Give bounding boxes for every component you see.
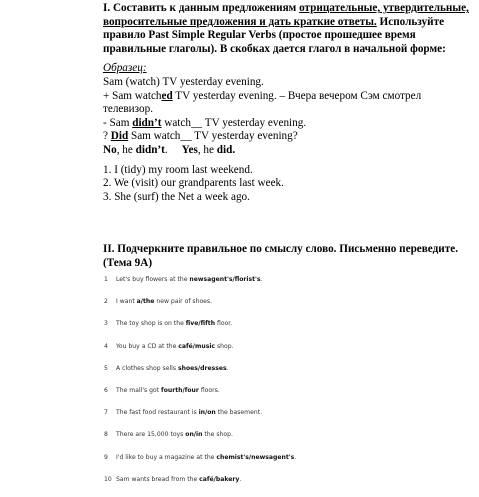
ex3-a: - Sam <box>103 116 133 129</box>
ex4-c: Sam watch__ TV yesterday evening? <box>128 130 298 143</box>
item-text-end: . <box>226 364 229 372</box>
item-text-end: floors. <box>198 386 220 394</box>
item-text: Sam wants bread from the <box>116 475 200 483</box>
ex2-c: TV yesterday evening. – Вчера вечером Сэм смотрел телевизор. <box>103 89 422 116</box>
item-text: A clothes shop sells <box>116 364 178 372</box>
heading-rest: Используйте правило Past Simple Regular Verbs (простое прошедшее время правильные глаголы). В скобках дается глагол в начальной форме: <box>103 15 446 55</box>
ex5-didnt: didn’t <box>135 143 165 156</box>
section-1-heading <box>103 2 473 56</box>
item-text: I want <box>116 298 137 306</box>
item-text-end: new pair of shoes. <box>154 298 213 306</box>
ex5-did: did. <box>216 143 236 156</box>
ex5-b: , he <box>116 143 136 156</box>
section-2 <box>103 243 473 270</box>
section-1 <box>103 2 473 204</box>
item-options: a/the <box>136 298 155 306</box>
task-3: 3. She (surf) the Net a week ago. <box>103 190 250 203</box>
item-text: Let's buy flowers at the <box>116 276 190 283</box>
example-line-2 <box>103 90 473 117</box>
item-text: I'd like to buy a magazine at the <box>116 453 217 461</box>
example-line-4 <box>103 130 473 144</box>
task-1: 1. I (tidy) my room last weekend. <box>103 163 253 176</box>
item-text-end: the shop. <box>202 431 233 439</box>
section-2-heading: II. Подчеркните правильное по смыслу слово. Письменно переведите. (Тема 9А) <box>103 243 458 269</box>
item-options: shoes/dresses <box>177 364 227 372</box>
item-number: 1 <box>104 276 108 283</box>
item-text: The toy shop is on the <box>116 320 186 328</box>
exercise-list <box>104 275 474 497</box>
item-number: 7 <box>104 409 108 417</box>
heading-underlined: отрицательные, утвердительные, вопросительные предложения и дать краткие ответы. <box>103 2 469 28</box>
list-item <box>104 453 474 475</box>
item-number: 2 <box>104 298 108 306</box>
item-options: café/bakery <box>199 475 240 483</box>
item-text: There are 15,000 toys <box>116 431 186 439</box>
item-text-end: the basement. <box>215 409 263 417</box>
list-item <box>104 364 474 386</box>
item-number: 10 <box>104 475 112 483</box>
list-item <box>104 386 474 408</box>
ex4-a: ? <box>103 130 111 143</box>
list-item <box>104 408 474 430</box>
ex5-d: . <box>164 143 182 156</box>
list-item <box>104 297 474 319</box>
ex5-yes: Yes <box>181 143 198 156</box>
ex5-f: , he <box>197 143 217 156</box>
item-text: The mall's got <box>116 386 162 394</box>
item-options: in/on <box>198 409 216 417</box>
item-number: 8 <box>104 431 108 439</box>
item-text-end: . <box>239 475 242 483</box>
ex5-no: No <box>103 143 117 156</box>
item-text-end: floor. <box>215 320 233 328</box>
item-number: 5 <box>104 364 108 372</box>
item-text-end: shop. <box>215 342 234 350</box>
ex2-a: + Sam watch <box>103 89 162 102</box>
ex3-c: watch__ TV yesterday evening. <box>161 116 307 129</box>
example-line-1: Sam (watch) TV yesterday evening. <box>103 75 264 88</box>
example-line-5 <box>103 144 473 158</box>
item-number: 3 <box>104 320 108 328</box>
item-options: newsagent's/florist's <box>189 276 261 283</box>
item-options: chemist's/newsagent's <box>216 453 295 461</box>
ex4-aux: Did <box>110 130 129 143</box>
ex3-aux: didn’t <box>132 116 162 129</box>
item-options: café/music <box>178 342 216 350</box>
item-options: on/in <box>185 431 203 439</box>
item-number: 4 <box>104 342 108 350</box>
list-item <box>104 275 474 297</box>
item-number: 6 <box>104 386 108 394</box>
item-options: five/fifth <box>185 320 216 328</box>
item-text: The fast food restaurant is <box>116 409 199 417</box>
example-label: Образец: <box>103 62 147 75</box>
task-2: 2. We (visit) our grandparents last week. <box>103 177 284 190</box>
item-text-end: . <box>260 276 263 283</box>
list-item <box>104 319 474 341</box>
example-line-3 <box>103 117 473 131</box>
list-item <box>104 342 474 364</box>
item-number: 9 <box>104 453 108 461</box>
list-item <box>104 475 474 497</box>
ex2-ending: ed <box>161 89 173 102</box>
heading-prefix: I. Составить к данным предложениям <box>103 2 300 14</box>
item-text: You buy a CD at the <box>116 342 179 350</box>
item-options: fourth/four <box>161 386 199 394</box>
item-text-end: . <box>294 453 297 461</box>
list-item <box>104 430 474 452</box>
